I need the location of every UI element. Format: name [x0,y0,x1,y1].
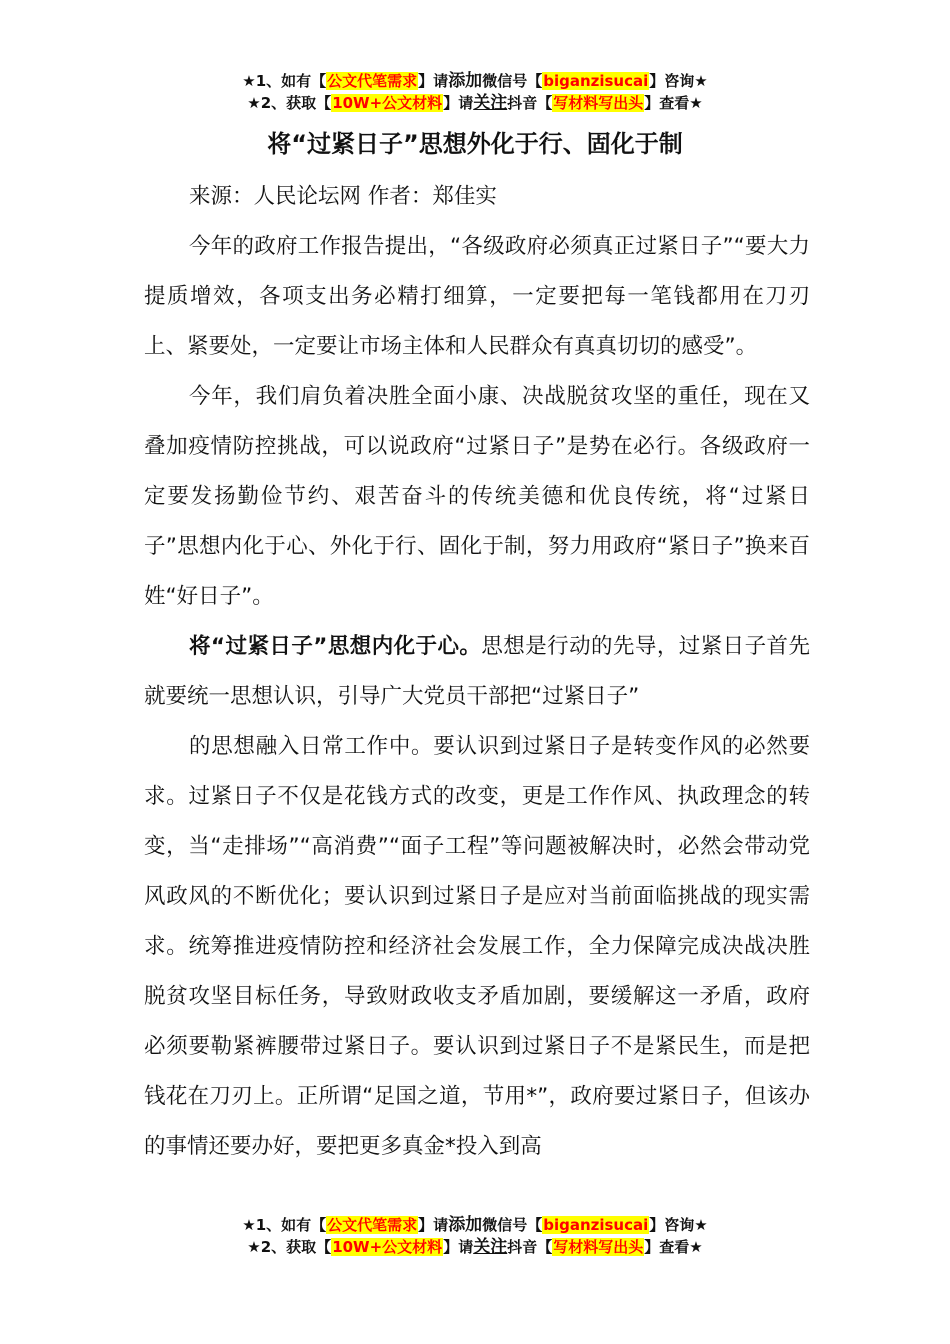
article-body [144,172,810,1172]
banner-text: 抖音【 [507,1238,553,1256]
banner-text: 】请 [418,1216,449,1234]
paragraph-3-text: 思想是行动的先导，过紧日子首先就要统一思想认识，引导广大党员干部把“过紧日子” [144,634,810,709]
banner-emphasis: 添加 [448,71,483,91]
paragraph-2: 今年，我们肩负着决胜全面小康、决战脱贫攻坚的重任，现在又叠加疫情防控挑战，可以说政府“过紧日子”是势在必行。各级政府一定要发扬勤俭节约、艰苦奋斗的传统美德和优良传统，将“过紧日子”思想内化于心、外化于行、固化于制，努力用政府“紧日子”换来百姓“好日子”。 [144,384,810,609]
banner-highlight: biganzisucai [543,72,649,90]
banner-text: 抖音【 [507,94,553,112]
banner-text: ★1、如有【 [242,1216,327,1234]
banner-text: 微信号【 [482,1216,543,1234]
banner-line-2 [0,92,950,114]
banner-highlight: 写材料写出头 [553,1238,644,1256]
banner-text: 】咨询★ [649,72,708,90]
header-banner [0,70,950,114]
banner-text: 】请 [443,94,474,112]
banner-text: ★2、获取【 [247,1238,332,1256]
banner-highlight: 公文代笔需求 [327,1216,418,1234]
paragraph-3 [144,622,810,722]
paragraph-3-lead: 将“过紧日子”思想内化于心。 [189,634,482,659]
banner-text: 】查看★ [644,1238,703,1256]
article-title: 将“过紧日子”思想外化于行、固化于制 [267,130,683,158]
banner-highlight: biganzisucai [543,1216,649,1234]
banner-text: 】查看★ [644,94,703,112]
banner-highlight: 写材料写出头 [553,94,644,112]
banner-highlight: 公文代笔需求 [327,72,418,90]
paragraph-1: 今年的政府工作报告提出，“各级政府必须真正过紧日子”“要大力提质增效，各项支出务必精打细算，一定要把每一笔钱都用在刀刃上、紧要处，一定要让市场主体和人民群众有真真切切的感受”。 [144,234,810,359]
footer-banner [0,1214,950,1258]
banner-highlight: 10W+公文材料 [332,1238,443,1256]
banner-emphasis: 关注 [473,1237,508,1257]
banner-text: 微信号【 [482,72,543,90]
banner-text: 】请 [418,72,449,90]
banner-text: 】请 [443,1238,474,1256]
paragraph-4: 的思想融入日常工作中。要认识到过紧日子是转变作风的必然要求。过紧日子不仅是花钱方式的改变，更是工作作风、执政理念的转变，当“走排场”“高消费”“面子工程”等问题被解决时，必然会带动党风政风的不断优化；要认识到过紧日子是应对当前面临挑战的现实需求。统筹推进疫情防控和经济社会发展工作，全力保障完成决战决胜脱贫攻坚目标任务，导致财政收支矛盾加剧，要缓解这一矛盾，政府必须要勒紧裤腰带过紧日子。要认识到过紧日子不是紧民生，而是把钱花在刀刃上。正所谓“足国之道，节用*”，政府要过紧日子，但该办的事情还要办好，要把更多真金*投入到高 [144,734,810,1159]
banner-line-1 [0,1214,950,1236]
article-source: 来源：人民论坛网 作者：郑佳实 [189,184,497,209]
banner-text: ★2、获取【 [247,94,332,112]
banner-text: 】咨询★ [649,1216,708,1234]
banner-highlight: 10W+公文材料 [332,94,443,112]
banner-line-1 [0,70,950,92]
banner-emphasis: 添加 [448,1215,483,1235]
banner-text: ★1、如有【 [242,72,327,90]
banner-emphasis: 关注 [473,93,508,113]
banner-line-2 [0,1236,950,1258]
